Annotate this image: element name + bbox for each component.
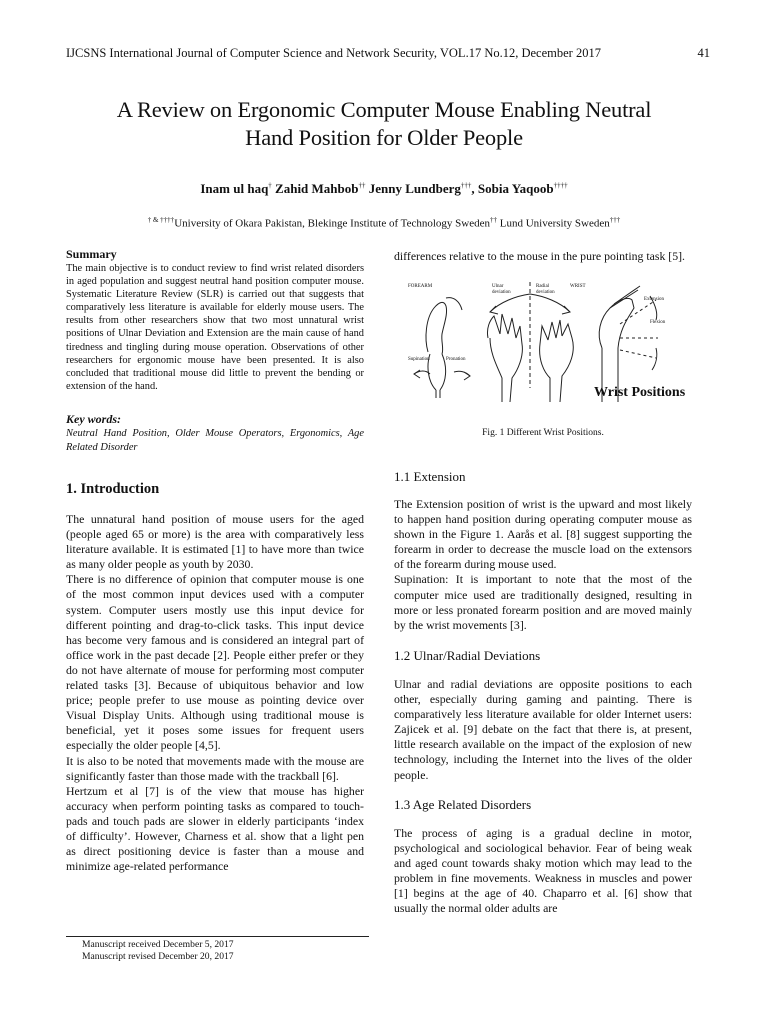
footnotes bbox=[82, 939, 382, 962]
label-extension: Extension bbox=[644, 297, 664, 302]
footnote-revised: Manuscript revised December 20, 2017 bbox=[82, 950, 234, 962]
keywords-text: Neutral Hand Position, Older Mouse Operators, Ergonomics, Age Related Disorder bbox=[66, 428, 364, 453]
paragraph: It is also to be noted that movements made with the mouse are significantly faster than those made with the trackball [6]. bbox=[66, 753, 364, 783]
affiliation-mark: ††† bbox=[609, 216, 621, 224]
label-pronation: Pronation bbox=[446, 357, 466, 362]
paragraph: The Extension position of wrist is the upward and most likely to happen hand position during operating computer mouse as shown in the Figure 1. Aarås et al. [8] suggest supporting the forearm in order to decrease the muscle load on the extensors of the forearm during mouse used. bbox=[394, 497, 692, 572]
section-heading-age-disorders: 1.3 Age Related Disorders bbox=[394, 797, 532, 812]
figure-caption: Fig. 1 Different Wrist Positions. bbox=[482, 428, 604, 438]
author-mark: † bbox=[268, 181, 272, 190]
section-body-age-disorders bbox=[394, 826, 692, 917]
paragraph: Supination: It is important to note that the most of the computer mice used are traditionally designed, resulting in more or less pronated forearm position and are moved mainly by the wrist movements [3]. bbox=[394, 572, 692, 632]
label-wrist: WRIST bbox=[570, 284, 586, 289]
figure-title: Wrist Positions bbox=[594, 385, 686, 400]
label-ulnar: Ulnar bbox=[492, 284, 504, 289]
summary-heading: Summary bbox=[66, 247, 117, 261]
section-body-extension bbox=[394, 497, 692, 633]
forearm-sketch bbox=[414, 298, 470, 398]
paper-title bbox=[50, 96, 718, 152]
label-radial-deviation: deviation bbox=[536, 290, 555, 295]
wrist-positions-illustration bbox=[406, 278, 690, 403]
affiliation-text: University of Okara Pakistan, Blekinge Institute of Technology Sweden bbox=[174, 217, 491, 230]
wrist-positions-figure bbox=[406, 278, 690, 403]
paragraph: There is no difference of opinion that computer mouse is one of the most common input devices used with a computer system. Computer users mostly use this input device for different pointing and drag-to-click tasks. This input device has become very famous and is considered an integral part of office work in the past decade [2]. People either prefer or they do not have alternate of mouse for performing most computer related tasks [3]. Because of ubiquitous behavior and low price; people prefer to use mouse as pointing device over Visual Display Units. Although using traditional mouse is beneficial, yet it poses some issues for frequent users especially the older people [4,5]. bbox=[66, 572, 364, 753]
introduction-body bbox=[66, 512, 364, 874]
paragraph: Hertzum et al [7] is of the view that mouse has higher accuracy when perform pointing tasks as compared to touch-pads and touch pads are slower in elderly participants ‘index of difficulty’. However, Charness et al. show that a light pen as direct positioning device is faster than a mouse and minimize age-related performance bbox=[66, 783, 364, 874]
footnote-rule bbox=[66, 936, 369, 937]
affiliation-text: Lund University Sweden bbox=[497, 217, 610, 230]
summary-text: The main objective is to conduct review to find wrist related disorders in aged population and suggest neutral hand position computer mouse. Systematic Literature Review (SLR) is carried out that suggests that comparatively less literature is available for elderly mouse users. The results from other researchers show that two most unnatural wrist positions of Ulnar Deviation and Extension are the main cause of hand tiredness and tingling during mouse operation. Observations of other researchers for ergonomic mouse have been presented. It is also concluded that traditional mouse did little to prevent the bending or extension of the hand. bbox=[66, 263, 364, 392]
label-flexion: Flexion bbox=[650, 320, 666, 325]
title-line-2: Hand Position for Older People bbox=[245, 125, 523, 150]
author-name: Zahid Mahbob bbox=[271, 181, 359, 196]
paragraph: The unnatural hand position of mouse users for the aged (people aged 65 or more) is the area with comparatively less literature available. It is estimated [1] to have more than twice as many older people as youth by 2030. bbox=[66, 512, 364, 572]
section-body-deviations bbox=[394, 677, 692, 783]
author-mark: †††† bbox=[553, 181, 568, 190]
label-supination: Supination bbox=[408, 357, 430, 362]
running-header: IJCSNS International Journal of Computer Science and Network Security, VOL.17 No.12, December 2017 bbox=[66, 46, 601, 60]
label-ulnar-deviation: deviation bbox=[492, 290, 511, 295]
hands-sketch bbox=[487, 282, 573, 402]
label-forearm: FOREARM bbox=[408, 284, 433, 289]
continued-paragraph: differences relative to the mouse in the pure pointing task [5]. bbox=[394, 249, 686, 263]
footnote-received: Manuscript received December 5, 2017 bbox=[82, 939, 234, 950]
section-heading-deviations: 1.2 Ulnar/Radial Deviations bbox=[394, 648, 541, 663]
author-name: Jenny Lundberg bbox=[365, 181, 461, 196]
affiliation-mark: † & †††† bbox=[147, 216, 175, 224]
keywords-heading: Key words: bbox=[66, 412, 121, 426]
page-number: 41 bbox=[697, 46, 710, 60]
section-heading-extension: 1.1 Extension bbox=[394, 469, 466, 484]
author-mark: †† bbox=[358, 181, 366, 190]
paragraph: The process of aging is a gradual decline in motor, psychological and sociological behavior. Fear of being weak and aged count towards shaky motion which may lead to the problem in fine movements. Weakness in muscles and power [1] begins at the age of 40. Chaparro et al. [6] show that usually the normal older adults are bbox=[394, 826, 692, 916]
author-name: Inam ul haq bbox=[200, 181, 269, 196]
author-list bbox=[50, 181, 718, 197]
title-line-1: A Review on Ergonomic Computer Mouse Enabling Neutral bbox=[116, 97, 652, 122]
affiliation-mark: †† bbox=[490, 216, 498, 224]
paragraph: Ulnar and radial deviations are opposite positions to each other, especially during gaming and painting. There is comparatively less literature available for older Internet users: Zajicek et al. [9] debate on the fact that there is, at present, little research available on the impact of the explosion of new technology, including the Internet into the lives of the older people. bbox=[394, 677, 692, 782]
affiliation bbox=[50, 216, 718, 230]
author-name: , Sobia Yaqoob bbox=[471, 181, 554, 196]
section-heading-introduction: 1. Introduction bbox=[66, 481, 160, 497]
author-mark: ††† bbox=[460, 181, 472, 190]
label-radial: Radial bbox=[536, 284, 550, 289]
